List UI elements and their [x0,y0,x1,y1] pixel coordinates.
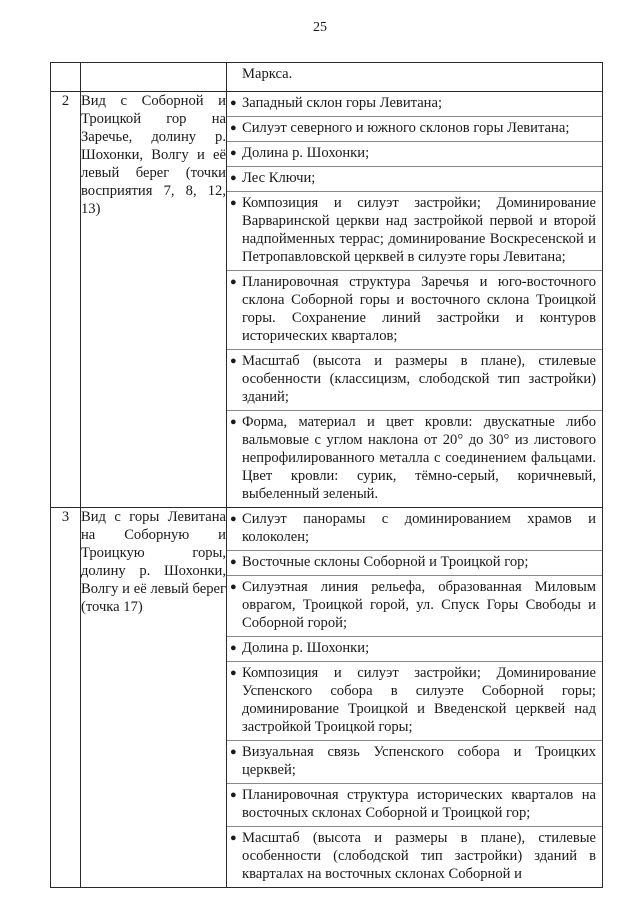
list-item: ● Восточные склоны Соборной и Троицкой гор; [227,550,602,575]
list-item: ● Силуэтная линия рельефа, образованная Миловым оврагом, Троицкой горой, ул. Спуск Горы Свободы и Соборной горой; [227,575,602,636]
continuation-text: Маркса. [242,66,293,82]
bullet-icon: ● [230,667,237,679]
bullet-icon: ● [230,416,237,428]
list-item: ● Долина р. Шохонки; [227,636,602,661]
bullet-icon: ● [230,789,237,801]
bullet-icon: ● [230,276,237,288]
table-row-continuation [51,63,603,92]
items-list [227,508,602,887]
list-item: ● Масштаб (высота и размеры в плане), стилевые особенности (слободской тип застройки) зданий в кварталах на восточных склонах Соборной и [227,826,602,887]
bullet-icon: ● [230,147,237,159]
bullet-icon: ● [230,746,237,758]
list-item: ● Планировочная структура исторических кварталов на восточных склонах Соборной и Троицкой гор; [227,783,602,826]
page-number: 25 [313,20,327,35]
view-description: Вид с горы Левитана на Соборную и Троицкую горы, долину р. Шохонки, Волгу и её левый берег (точка 17) [81,509,226,615]
table-row [51,92,603,508]
bullet-icon: ● [230,197,237,209]
items-cell [227,92,603,508]
list-item: ● Лес Ключи; [227,166,602,191]
row-number: 2 [61,93,70,109]
bullet-icon: ● [230,513,237,525]
list-item: ● Силуэт северного и южного склонов горы Левитана; [227,116,602,141]
list-item: ● Долина р. Шохонки; [227,141,602,166]
row-number: 3 [61,509,70,525]
list-item: ● Композиция и силуэт застройки; Доминирование Успенского собора в силуэте Соборной горы; доминирование Троицкой и Введенской церквей над застройкой Троицкой горы; [227,661,602,740]
items-cell [227,508,603,888]
row-number-cell [51,63,81,92]
items-cell [227,63,603,92]
list-item: ● Композиция и силуэт застройки; Доминирование Варваринской церкви над застройкой первой и второй надпойменных террас; доминирование Воскресенской и Петропавловской церквей в силуэте горы Левитана; [227,191,602,270]
items-list [227,92,602,507]
bullet-icon: ● [230,832,237,844]
view-description: Вид с Соборной и Троицкой гор на Заречье, долину р. Шохонки, Волгу и её левый берег (точки восприятия 7, 8, 12, 13) [81,93,226,217]
bullet-icon: ● [230,97,237,109]
view-cell [81,63,227,92]
table-row [51,508,603,888]
list-item: ● Визуальная связь Успенского собора и Троицких церквей; [227,740,602,783]
list-item: ● Силуэт панорамы с доминированием храмов и колоколен; [230,511,596,545]
regulations-table [50,62,603,888]
list-item: ● Масштаб (высота и размеры в плане), стилевые особенности (классицизм, слободской тип застройки) зданий; [227,349,602,410]
row-number-cell [51,92,81,508]
row-number-cell [51,508,81,888]
list-item: ● Форма, материал и цвет кровли: двускатные либо вальмовые с углом наклона от 20° до 30° из листового непрофилированного металла с соединением фальцами. Цвет кровли: сурик, тёмно-серый, коричневый, выбеленный зеленый. [227,410,602,507]
view-cell [81,508,227,888]
bullet-icon: ● [230,122,237,134]
bullet-icon: ● [230,355,237,367]
bullet-icon: ● [230,172,237,184]
view-cell [81,92,227,508]
list-item: ● Планировочная структура Заречья и юго-восточного склона Соборной горы и восточного склона Троицкой горы. Сохранение линий застройки и контуров исторических кварталов; [227,270,602,349]
list-item: ● Западный склон горы Левитана; [230,95,443,111]
bullet-icon: ● [230,556,237,568]
bullet-icon: ● [230,642,237,654]
bullet-icon: ● [230,581,237,593]
